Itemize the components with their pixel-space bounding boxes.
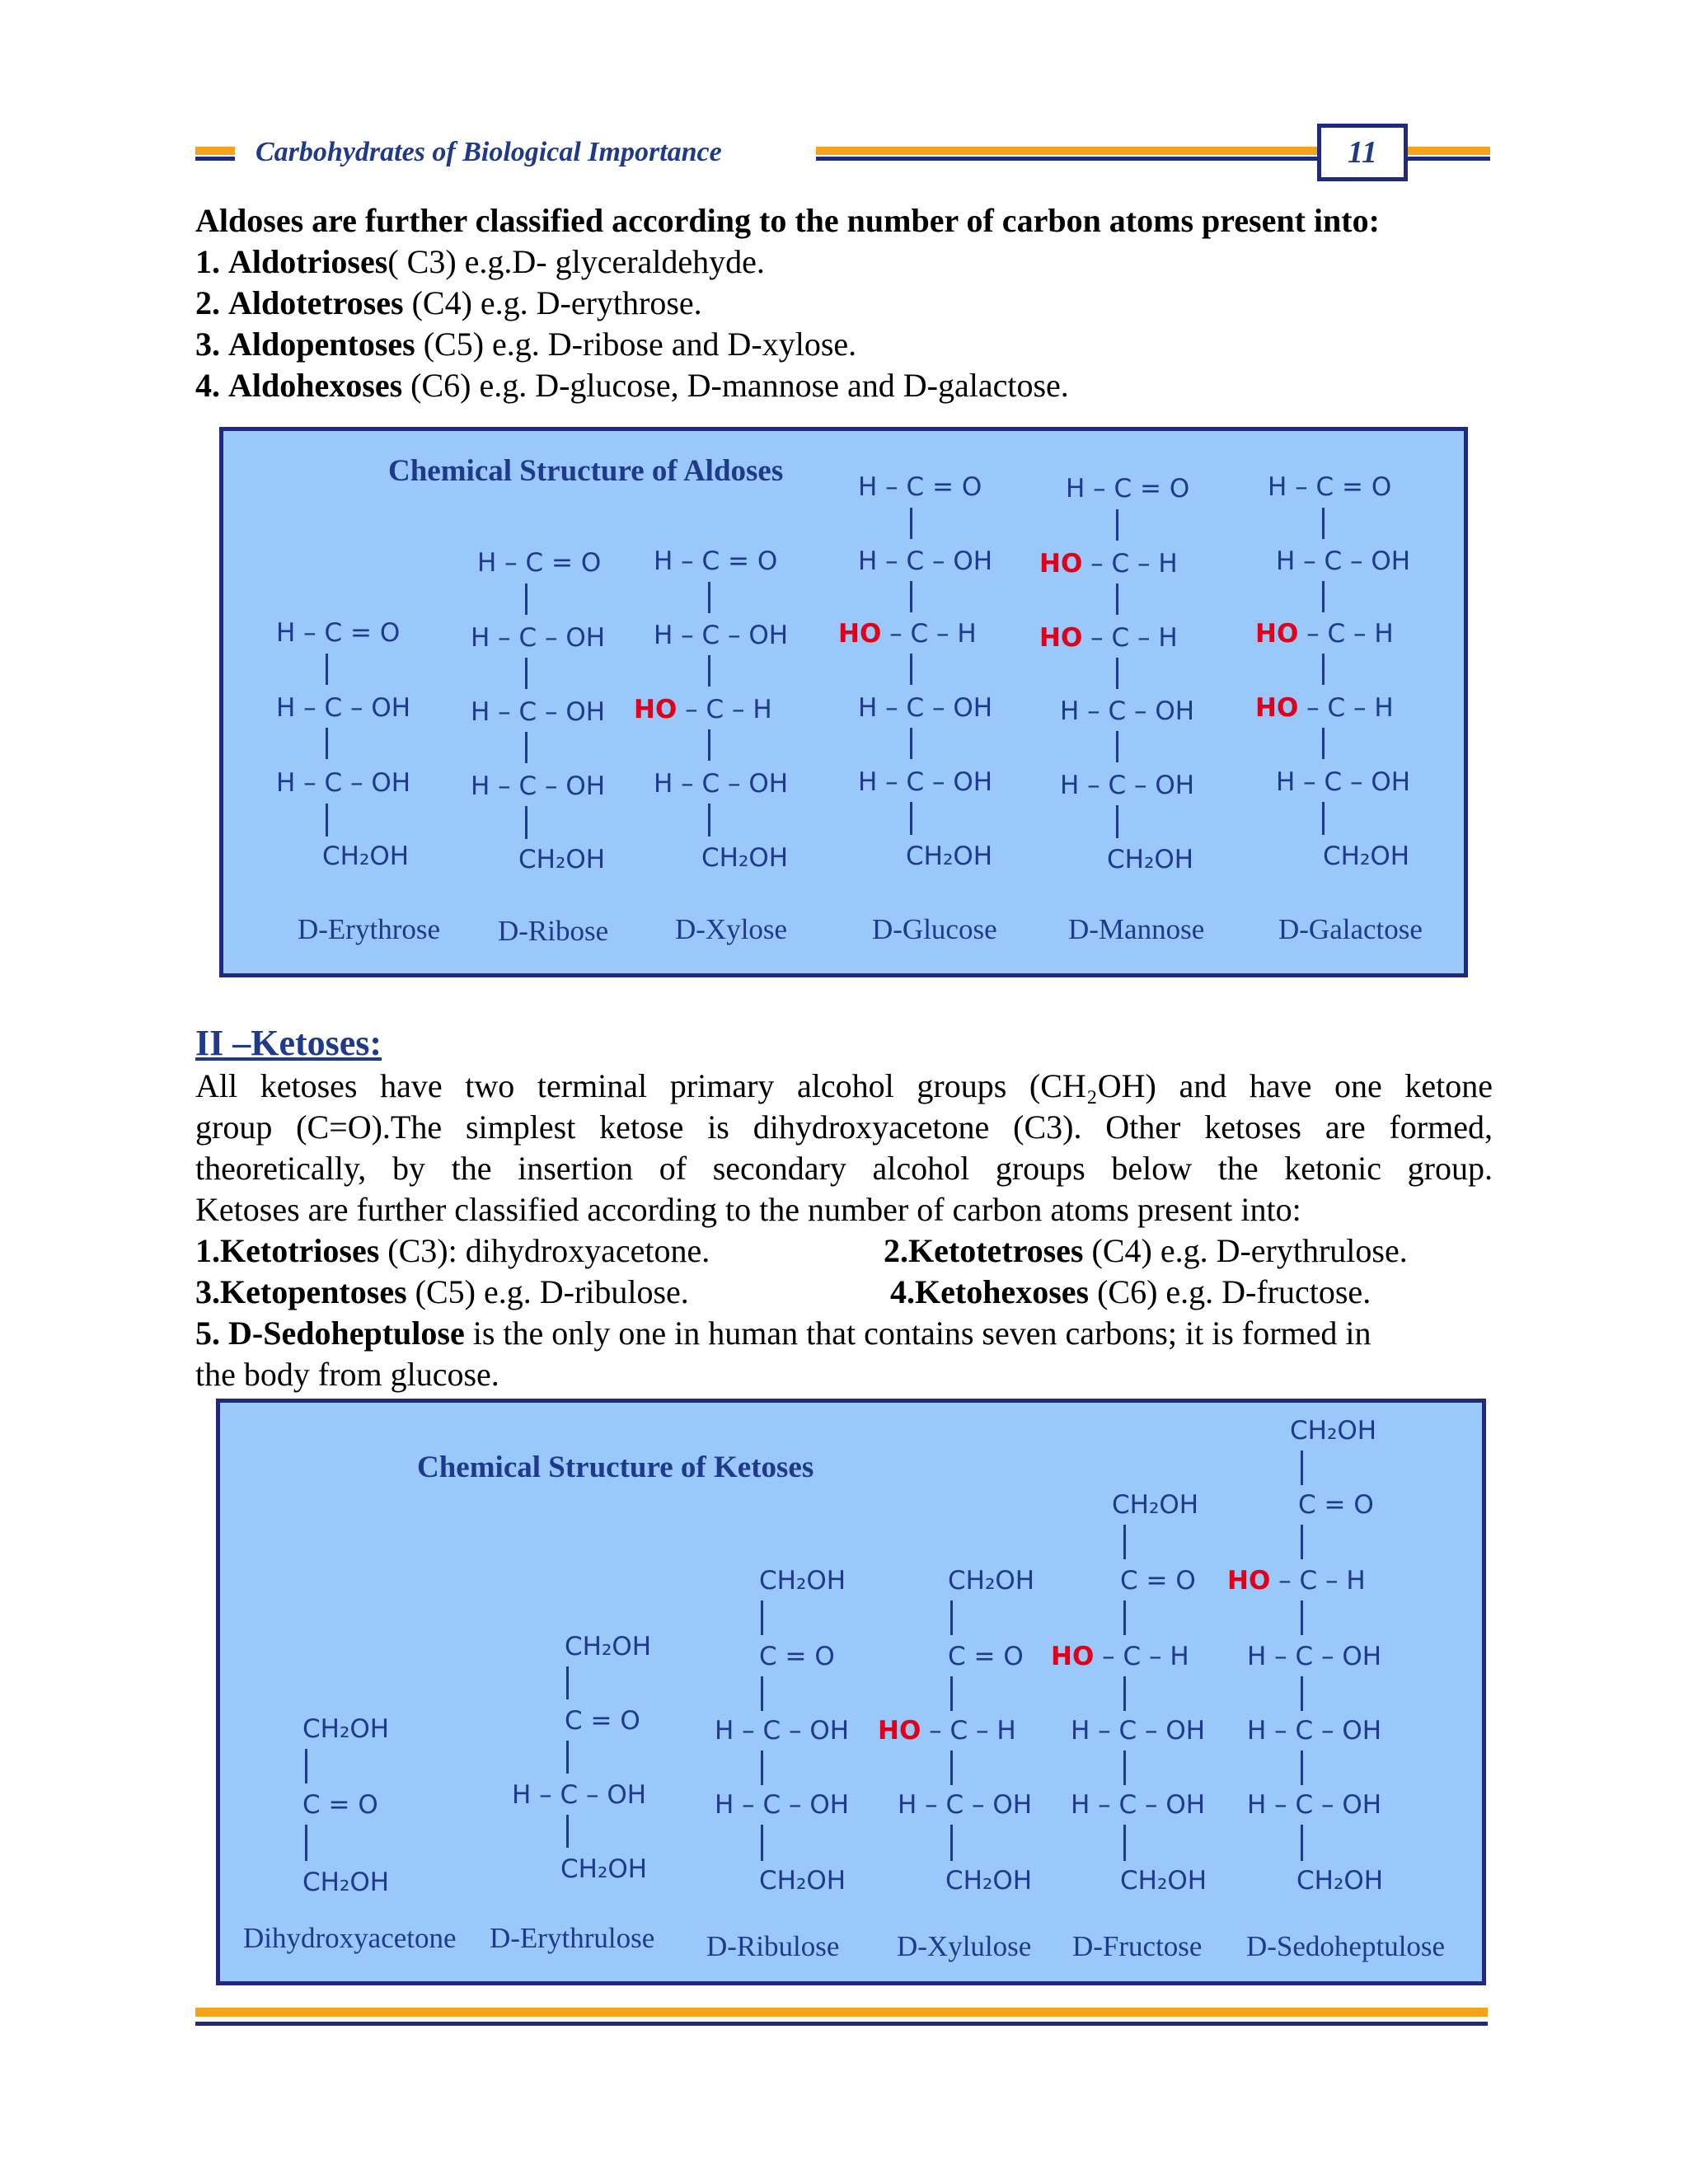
terminal-ch2oh: CH₂OH (560, 1854, 648, 1884)
hydroxyl-carbon: H – C – OH (715, 1790, 850, 1820)
terminal-ch2oh: CH₂OH (906, 841, 993, 871)
hydroxyl-carbon: H – C – OH (1276, 546, 1411, 576)
keto-group: C = O (759, 1642, 835, 1671)
aldose-item: 2. Aldotetroses (C4) e.g. D-erythrose. (195, 284, 702, 321)
ketose-structure-panel (216, 1399, 1486, 1985)
hydroxyl-carbon: H – C – OH (471, 697, 606, 727)
hydroxyl-carbon: H – C – OH (715, 1716, 850, 1746)
aldehyde-group: H – C = O (1268, 472, 1392, 502)
terminal-ch2oh: CH₂OH (1323, 841, 1410, 871)
ho-carbon: HO – C – H (1039, 549, 1178, 579)
hydroxyl-carbon: H – C – OH (276, 768, 411, 798)
terminal-ch2oh: CH₂OH (948, 1566, 1035, 1596)
hydroxyl-carbon: H – C – OH (471, 623, 606, 653)
aldose-heading: Aldoses are further classified according to the number of carbon atoms present into: (195, 202, 1380, 239)
ho-carbon: HO – C – H (1039, 623, 1178, 653)
ketoses-last-line: the body from glucose. (195, 1356, 499, 1393)
hydroxyl-carbon: H – C – OH (654, 621, 789, 650)
ho-carbon: HO – C – H (1255, 619, 1394, 649)
hydroxyl-carbon: H – C – OH (1060, 696, 1195, 726)
ketose-item: 1.Ketotrioses (C3): dihydroxyacetone. (195, 1232, 710, 1269)
footer-rule-navy (195, 2022, 1488, 2026)
ho-carbon: HO – C – H (1051, 1642, 1189, 1671)
molecule-name: D-Fructose (1072, 1930, 1203, 1962)
molecule-name: D-Erythrulose (490, 1922, 655, 1954)
molecule-name: D-Ribulose (706, 1930, 840, 1962)
hydroxyl-carbon: H – C – OH (1060, 771, 1195, 800)
page-number: 11 (1317, 124, 1408, 181)
ketoses-paragraph-line: All ketoses have two terminal primary alcohol groups (CH₂OH) and have one ketone (195, 1067, 1493, 1104)
terminal-ch2oh: CH₂OH (759, 1566, 846, 1596)
running-header-title: Carbohydrates of Biological Importance (256, 137, 722, 167)
aldose-item: 1. Aldotrioses( C3) e.g.D- glyceraldehyde. (195, 243, 765, 280)
ketose-item: 2.Ketotetroses (C4) e.g. D-erythrulose. (884, 1232, 1408, 1269)
hydroxyl-carbon: H – C – OH (858, 693, 993, 723)
ho-carbon: HO – C – H (838, 619, 977, 649)
hydroxyl-carbon: H – C – OH (1276, 767, 1411, 797)
aldehyde-group: H – C = O (477, 548, 602, 578)
terminal-ch2oh: CH₂OH (945, 1866, 1033, 1896)
terminal-ch2oh: CH₂OH (1107, 845, 1194, 874)
terminal-ch2oh: CH₂OH (1290, 1416, 1377, 1446)
molecule-name: D-Erythrose (298, 913, 441, 945)
molecule-name: D-Xylulose (897, 1930, 1032, 1962)
ketoses-paragraph-line: theoretically, by the insertion of secondary alcohol groups below the ketonic group. (195, 1150, 1493, 1187)
ketoses-paragraph-line: group (C=O).The simplest ketose is dihydroxyacetone (C3). Other ketoses are formed, (195, 1108, 1493, 1146)
aldehyde-group: H – C = O (858, 472, 982, 502)
ho-carbon: HO – C – H (1227, 1566, 1366, 1596)
terminal-ch2oh: CH₂OH (518, 845, 606, 874)
hydroxyl-carbon: H – C – OH (276, 693, 411, 723)
molecule-name: D-Glucose (872, 913, 997, 945)
ketoses-heading: II –Ketoses: (195, 1023, 382, 1063)
terminal-ch2oh: CH₂OH (1112, 1490, 1199, 1520)
hydroxyl-carbon: H – C – OH (512, 1780, 647, 1810)
footer-rule-orange (195, 2008, 1488, 2017)
hydroxyl-carbon: H – C – OH (1071, 1790, 1206, 1820)
keto-group: C = O (302, 1790, 378, 1820)
terminal-ch2oh: CH₂OH (302, 1714, 390, 1744)
ho-carbon: HO – C – H (878, 1716, 1016, 1746)
keto-group: C = O (565, 1706, 640, 1736)
molecule-name: D-Sedoheptulose (1246, 1930, 1446, 1962)
aldehyde-group: H – C = O (654, 546, 778, 576)
ketoses-paragraph-line: Ketoses are further classified according to the number of carbon atoms present into: (195, 1191, 1301, 1228)
hydroxyl-carbon: H – C – OH (1247, 1790, 1382, 1820)
molecule-name: D-Galactose (1278, 913, 1423, 945)
ketose-panel-title: Chemical Structure of Ketoses (417, 1451, 814, 1484)
aldehyde-group: H – C = O (276, 618, 401, 648)
aldose-structure-panel (219, 427, 1468, 977)
ho-carbon: HO – C – H (634, 695, 772, 724)
aldose-item: 4. Aldohexoses (C6) e.g. D-glucose, D-mannose and D-galactose. (195, 367, 1069, 404)
keto-group: C = O (1120, 1566, 1196, 1596)
molecule-name: D-Ribose (498, 915, 609, 947)
terminal-ch2oh: CH₂OH (1296, 1866, 1384, 1896)
terminal-ch2oh: CH₂OH (322, 841, 410, 871)
ketose-item: 3.Ketopentoses (C5) e.g. D-ribulose. (195, 1273, 689, 1310)
molecule-name: Dihydroxyacetone (243, 1922, 457, 1954)
molecule-name: D-Mannose (1068, 913, 1205, 945)
header-rule-left (195, 147, 235, 162)
ketose-item: 4.Ketohexoses (C6) e.g. D-fructose. (890, 1273, 1372, 1310)
aldose-item: 3. Aldopentoses (C5) e.g. D-ribose and D-xylose. (195, 326, 857, 363)
hydroxyl-carbon: H – C – OH (858, 767, 993, 797)
hydroxyl-carbon: H – C – OH (898, 1790, 1033, 1820)
keto-group: C = O (948, 1642, 1024, 1671)
aldehyde-group: H – C = O (1066, 474, 1190, 504)
keto-group: C = O (1298, 1490, 1374, 1520)
ketose-item: 5. D-Sedoheptulose is the only one in human that contains seven carbons; it is formed in (195, 1315, 1372, 1352)
terminal-ch2oh: CH₂OH (302, 1868, 390, 1897)
hydroxyl-carbon: H – C – OH (1247, 1716, 1382, 1746)
molecule-name: D-Xylose (675, 913, 788, 945)
hydroxyl-carbon: H – C – OH (654, 769, 789, 799)
hydroxyl-carbon: H – C – OH (858, 546, 993, 576)
aldose-panel-title: Chemical Structure of Aldoses (388, 454, 784, 488)
terminal-ch2oh: CH₂OH (759, 1866, 846, 1896)
ho-carbon: HO – C – H (1255, 693, 1394, 723)
terminal-ch2oh: CH₂OH (1120, 1866, 1207, 1896)
hydroxyl-carbon: H – C – OH (1247, 1642, 1382, 1671)
hydroxyl-carbon: H – C – OH (1071, 1716, 1206, 1746)
hydroxyl-carbon: H – C – OH (471, 771, 606, 801)
terminal-ch2oh: CH₂OH (565, 1632, 652, 1661)
terminal-ch2oh: CH₂OH (701, 843, 789, 873)
